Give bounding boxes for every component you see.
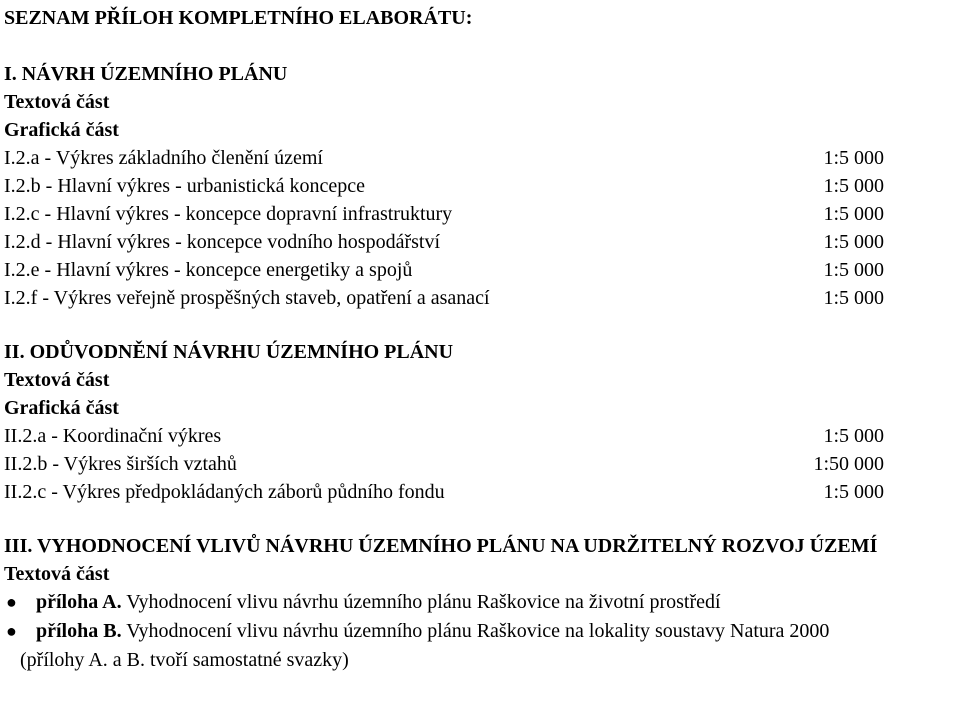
attachment-item [4,588,960,617]
section-1-textual-part: Textová část [4,91,110,113]
drawing-row [4,172,884,200]
drawing-row [4,478,884,506]
drawing-label: I.2.e - Hlavní výkres - koncepce energetiky a spojů [4,259,413,281]
drawing-label: I.2.b - Hlavní výkres - urbanistická koncepce [4,175,365,197]
section-2-textual-part: Textová část [4,369,110,391]
drawing-label: I.2.a - Výkres základního členění území [4,147,323,169]
attachment-text: Vyhodnocení vlivu návrhu územního plánu Raškovice na lokality soustavy Natura 2000 [121,620,830,642]
drawing-row [4,450,884,478]
drawing-label: I.2.c - Hlavní výkres - koncepce dopravní infrastruktury [4,203,453,225]
drawing-label: I.2.d - Hlavní výkres - koncepce vodního hospodářství [4,231,441,253]
drawing-row [4,256,884,284]
section-3 [4,532,960,675]
drawing-scale: 1:5 000 [823,231,884,253]
drawing-row [4,144,884,172]
drawing-scale: 1:5 000 [823,259,884,281]
drawing-row [4,228,884,256]
drawing-scale: 1:5 000 [823,175,884,197]
section-1-graphic-part: Grafická část [4,119,119,141]
drawing-scale: 1:5 000 [823,203,884,225]
drawing-label: II.2.a - Koordinační výkres [4,425,222,447]
document-title: SEZNAM PŘÍLOH KOMPLETNÍHO ELABORÁTU: [4,7,473,29]
bullet-icon: ● [6,592,17,612]
drawing-scale: 1:5 000 [823,147,884,169]
section-2-graphic-part: Grafická část [4,397,119,419]
attachment-text: Vyhodnocení vlivu návrhu územního plánu Raškovice na životní prostředí [121,591,721,613]
drawing-label: II.2.c - Výkres předpokládaných záborů půdního fondu [4,481,445,503]
section-spacer [4,312,960,338]
drawing-label: I.2.f - Výkres veřejně prospěšných staveb, opatření a asanací [4,287,490,309]
section-3-textual-part: Textová část [4,563,110,585]
section-2-heading: II. ODŮVODNĚNÍ NÁVRHU ÚZEMNÍHO PLÁNU [4,341,454,363]
section-1-heading: I. NÁVRH ÚZEMNÍHO PLÁNU [4,63,288,85]
attachment-label: příloha B. [36,620,122,642]
bullet-icon: ● [6,621,17,641]
drawing-scale: 1:5 000 [823,425,884,447]
volumes-note: (přílohy A. a B. tvoří samostatné svazky) [20,649,349,671]
drawing-scale: 1:5 000 [823,481,884,503]
section-spacer [4,506,960,532]
attachment-item [4,617,960,646]
drawing-scale: 1:5 000 [823,287,884,309]
attachment-label: příloha A. [36,591,122,613]
section-2 [4,338,960,506]
drawing-scale: 1:50 000 [813,453,884,475]
drawing-row [4,200,884,228]
drawing-row [4,422,884,450]
drawing-label: II.2.b - Výkres širších vztahů [4,453,237,475]
section-1 [4,60,960,312]
section-3-heading: III. VYHODNOCENÍ VLIVŮ NÁVRHU ÚZEMNÍHO PLÁNU NA UDRŽITELNÝ ROZVOJ ÚZEMÍ [4,535,878,557]
drawing-row [4,284,884,312]
